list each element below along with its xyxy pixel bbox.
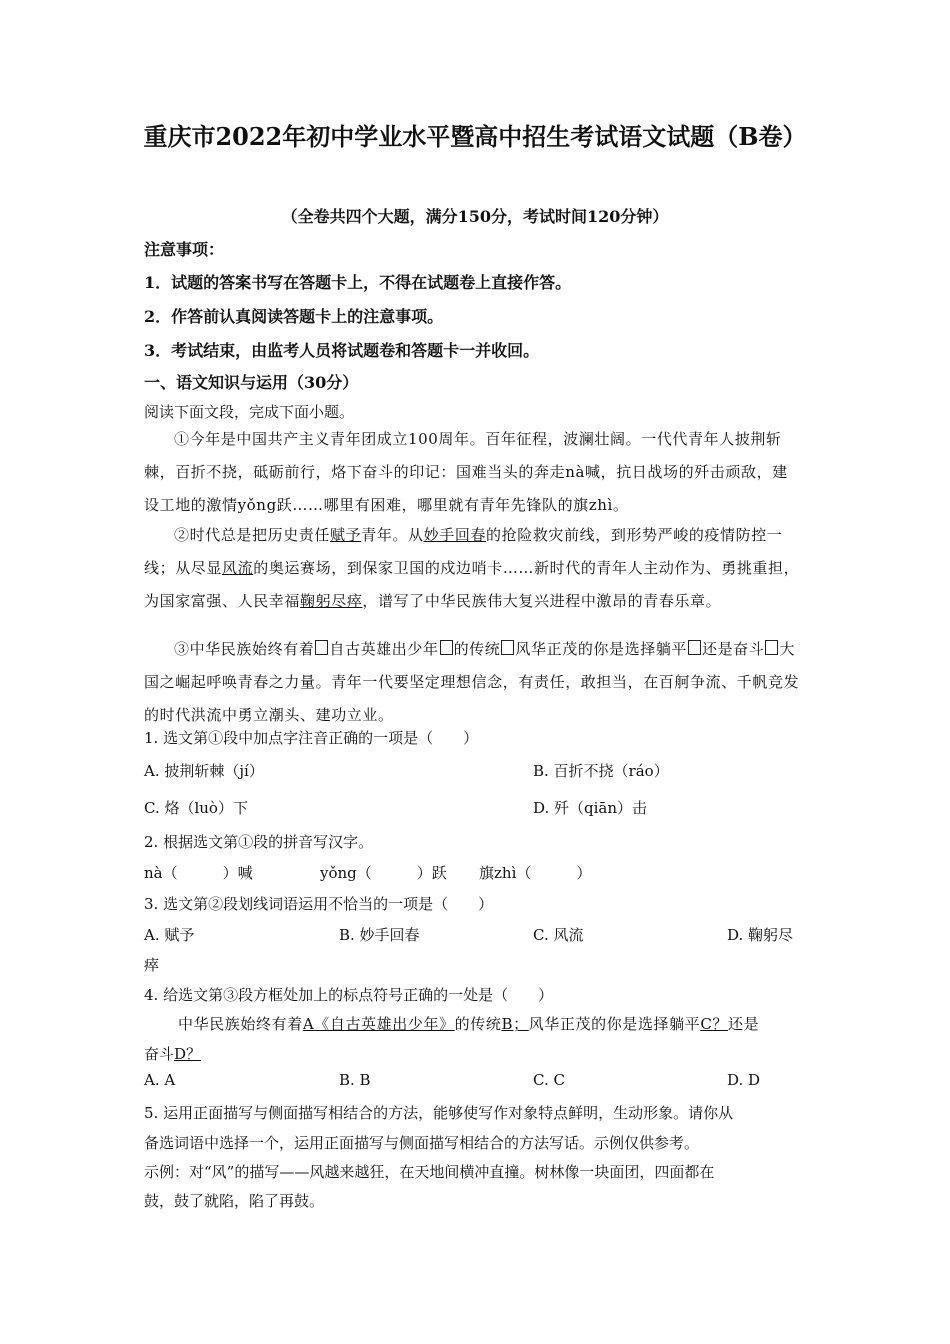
- note-item: 1．试题的答案书写在答题卡上，不得在试题卷上直接作答。: [144, 273, 572, 292]
- pinyin-blank-2: yǒng（ ）跃: [320, 864, 447, 882]
- passage-paragraph-1: ①今年是中国共产主义青年团成立100周年。百年征程，波澜壮阔。一代代青年人披荆斩棘，百折不挠，砥砺前行，烙下奋斗的印记：国难当头的奔走nà喊，抗日战场的歼击顽敌，建设工地的激情yǒng跃……哪里有困难，哪里就有青年先锋队的旗zhì。: [144, 430, 788, 514]
- punct-mark-d: D？: [174, 1045, 202, 1063]
- question-3-stem: 3. 选文第②段划线词语运用不恰当的一项是（ ）: [144, 895, 494, 913]
- q3-option-b: B. 妙手回春: [339, 926, 420, 944]
- q3-option-d-wrap: 瘁: [144, 956, 160, 974]
- example-text: 示例：对“风”的描写——风越来越狂，在天地间横冲直撞。树林像一块面团，四面都在: [144, 1163, 715, 1181]
- underlined-word: 风流: [222, 559, 254, 577]
- blank-box: [315, 640, 328, 655]
- blank-box: [688, 640, 701, 655]
- pinyin-blank-1: nà（ ）喊: [144, 864, 253, 882]
- q1-option-d: D. 歼（qiān）击: [533, 799, 648, 817]
- punct-mark-a: A《自古英雄出少年》: [302, 1015, 455, 1033]
- question-5-stem: 5. 运用正面描写与侧面描写相结合的方法，能够使写作对象特点鲜明，生动形象。请你从: [144, 1104, 734, 1122]
- q1-option-b: B. 百折不挠（ráo）: [533, 762, 669, 780]
- section-instruction: 阅读下面文段，完成下面小题。: [144, 403, 355, 421]
- q4-quoted-sentence-cont: 奋斗D？: [144, 1045, 202, 1063]
- q4-option-a: A. A: [144, 1071, 176, 1089]
- question-5-stem-cont: 备选词语中选择一个，运用正面描写与侧面描写相结合的方法写话。示例仅供参考。: [144, 1134, 700, 1152]
- question-1-stem: 1. 选文第①段中加点字注音正确的一项是（ ）: [144, 729, 479, 747]
- punct-mark-c: C？: [700, 1015, 728, 1033]
- question-2-stem: 2. 根据选文第①段的拼音写汉字。: [144, 833, 374, 851]
- underlined-word: 赋予: [330, 526, 362, 544]
- q4-option-b: B. B: [339, 1071, 371, 1089]
- q3-option-d: D. 鞠躬尽: [727, 926, 794, 944]
- note-item: 3．考试结束，由监考人员将试题卷和答题卡一并收回。: [144, 341, 540, 360]
- underlined-word: 妙手回春: [423, 526, 487, 544]
- punct-mark-b: B；: [501, 1015, 529, 1033]
- question-4-stem: 4. 给选文第③段方框处加上的标点符号正确的一处是（ ）: [144, 986, 554, 1004]
- notes-heading: 注意事项：: [144, 240, 225, 259]
- blank-box: [501, 640, 514, 655]
- q4-quoted-sentence: 中华民族始终有着A《自古英雄出少年》的传统B；风华正茂的你是选择躺平C？还是: [178, 1015, 760, 1033]
- q3-option-a: A. 赋予: [144, 926, 195, 944]
- section-heading: 一、语文知识与运用（30分）: [144, 373, 359, 392]
- exam-info: （全卷共四个大题，满分150分，考试时间120分钟）: [281, 207, 669, 226]
- q1-option-c: C. 烙（luò）下: [144, 799, 248, 817]
- q4-option-c: C. C: [533, 1071, 565, 1089]
- page-title: 重庆市2022年初中学业水平暨高中招生考试语文试题（B卷）: [143, 122, 807, 151]
- pinyin-blank-3: 旗zhì（ ）: [479, 864, 592, 882]
- example-text-cont: 鼓，鼓了就陷，陷了再鼓。: [144, 1192, 325, 1210]
- passage-paragraph-3: ③中华民族始终有着 自古英雄出少年 的传统 风华正茂的你是选择躺平 还是奋斗 大国之崛起呼唤青春之力量。青年一代要坚定理想信念，有责任，敢担当，在百舸争流、千帆竞发的时代洪流中勇立潮头、建功立业。: [144, 640, 800, 724]
- note-item: 2．作答前认真阅读答题卡上的注意事项。: [144, 307, 444, 326]
- q4-option-d: D. D: [727, 1071, 761, 1089]
- passage-paragraph-2: ②时代总是把历史责任赋予青年。从妙手回春的抢险救灾前线，到形势严峻的疫情防控一线；从尽显风流的奥运赛场，到保家卫国的戍边哨卡……新时代的青年人主动作为、勇挑重担，为国家富强、人民幸福鞠躬尽瘁，谱写了中华民族伟大复兴进程中激昂的青春乐章。: [144, 526, 800, 610]
- blank-box: [440, 640, 453, 655]
- blank-box: [765, 640, 778, 655]
- q3-option-c: C. 风流: [533, 926, 584, 944]
- underlined-word: 鞠躬尽瘁: [300, 592, 363, 610]
- q1-option-a: A. 披荆斩棘（jí）: [144, 762, 264, 780]
